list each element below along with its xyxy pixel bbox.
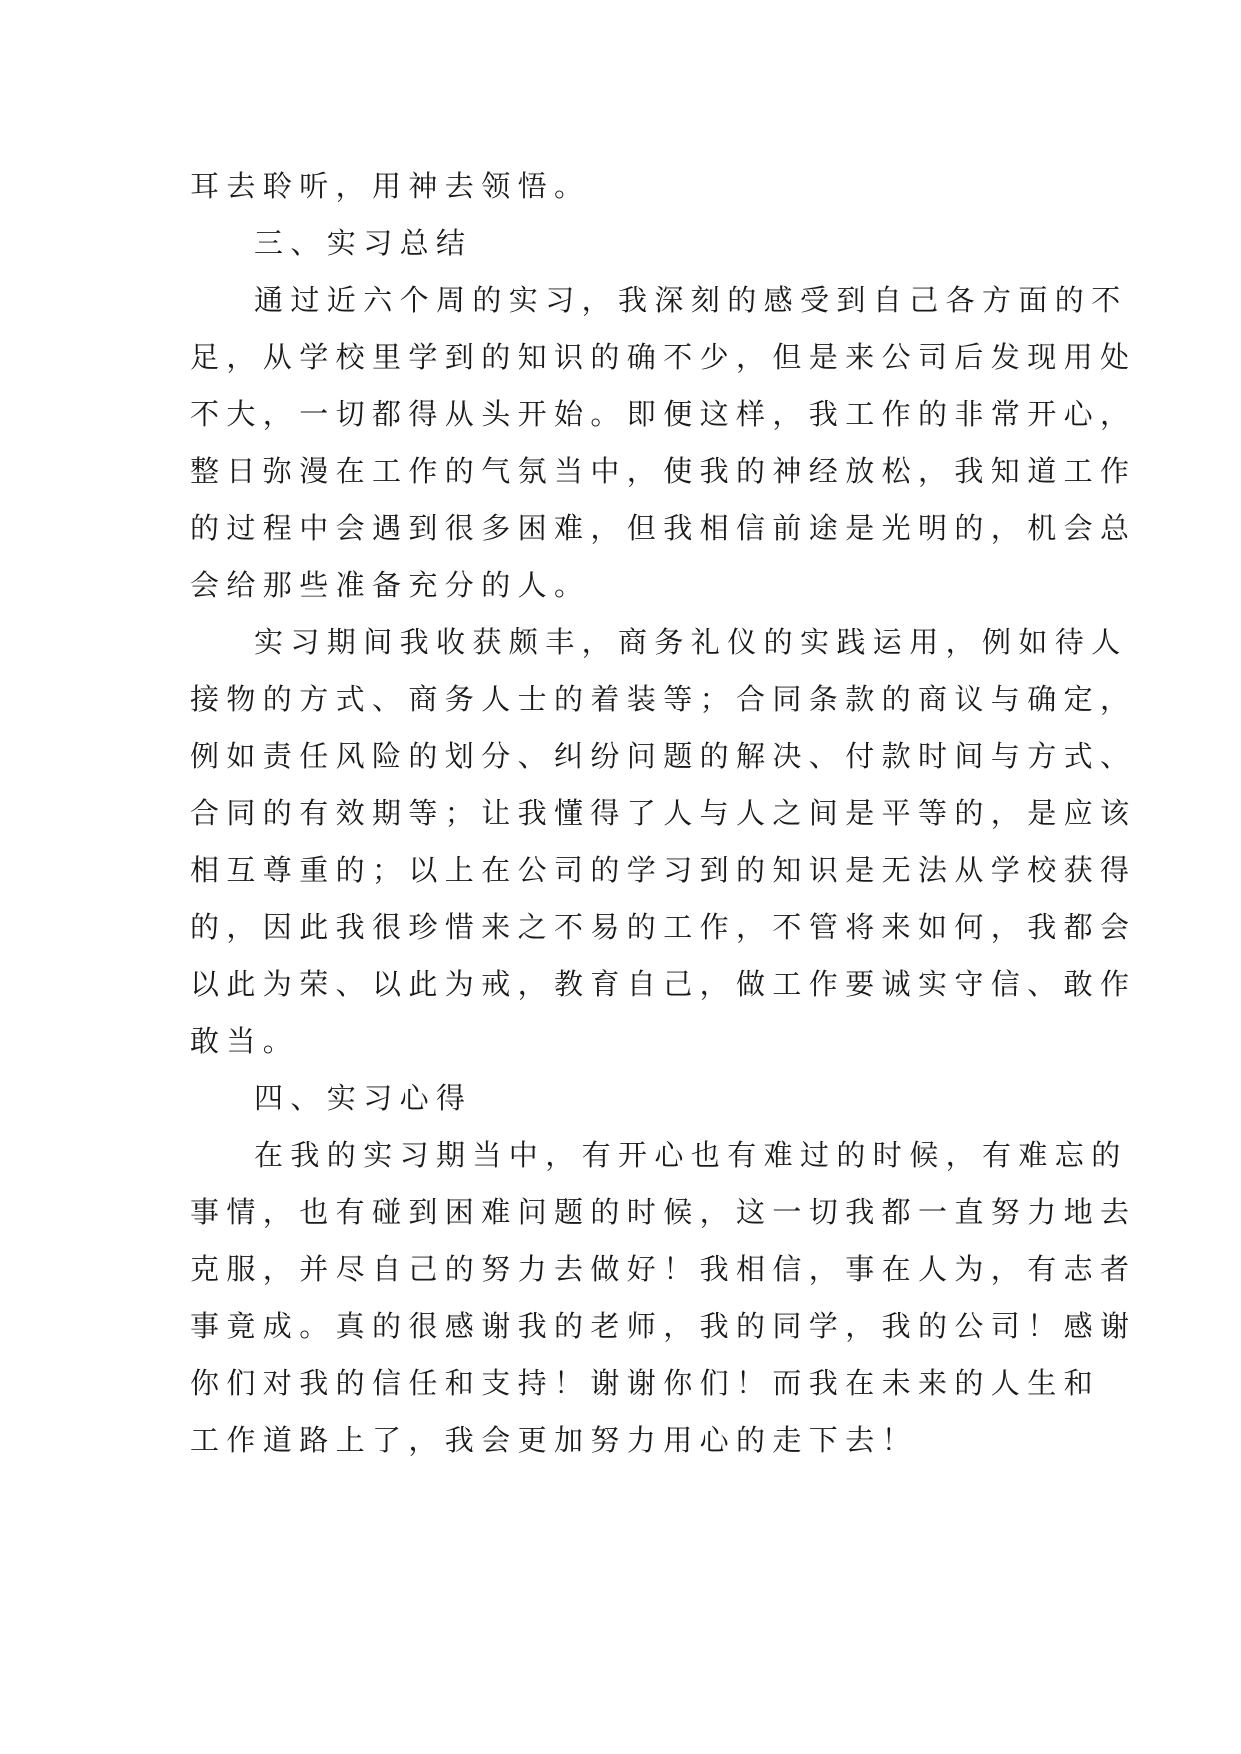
text-line: 敢当。 — [190, 1024, 300, 1058]
text-line: 在我的实习期当中，有开心也有难过的时候，有难忘的 — [254, 1138, 1128, 1172]
text-line: 耳去聆听，用神去领悟。 — [190, 169, 591, 203]
text-line: 的，因此我很珍惜来之不易的工作，不管将来如何，我都会 — [190, 910, 1137, 944]
text-line: 足，从学校里学到的知识的确不少，但是来公司后发现用处 — [190, 340, 1137, 374]
text-line: 例如责任风险的划分、纠纷问题的解决、付款时间与方式、 — [190, 739, 1137, 773]
text-line: 整日弥漫在工作的气氛当中，使我的神经放松，我知道工作 — [190, 454, 1137, 488]
text-line: 工作道路上了，我会更加努力用心的走下去！ — [190, 1423, 919, 1457]
text-line: 你们对我的信任和支持！谢谢你们！而我在未来的人生和 — [190, 1366, 1101, 1400]
text-line: 相互尊重的；以上在公司的学习到的知识是无法从学校获得 — [190, 853, 1137, 887]
text-line: 三、实习总结 — [254, 226, 473, 260]
text-line: 的过程中会遇到很多困难，但我相信前途是光明的，机会总 — [190, 511, 1137, 545]
text-line: 克服，并尽自己的努力去做好！我相信，事在人为，有志者 — [190, 1252, 1137, 1286]
text-line: 通过近六个周的实习，我深刻的感受到自己各方面的不 — [254, 283, 1128, 317]
text-line: 会给那些准备充分的人。 — [190, 568, 591, 602]
text-line: 四、实习心得 — [254, 1081, 473, 1115]
document-body — [190, 158, 1137, 1469]
text-line: 以此为荣、以此为戒，教育自己，做工作要诚实守信、敢作 — [190, 967, 1137, 1001]
text-line: 合同的有效期等；让我懂得了人与人之间是平等的，是应该 — [190, 796, 1137, 830]
text-line: 事情，也有碰到困难问题的时候，这一切我都一直努力地去 — [190, 1195, 1137, 1229]
text-line: 实习期间我收获颇丰，商务礼仪的实践运用，例如待人 — [254, 625, 1128, 659]
text-line: 接物的方式、商务人士的着装等；合同条款的商议与确定， — [190, 682, 1137, 716]
text-line: 事竟成。真的很感谢我的老师，我的同学，我的公司！感谢 — [190, 1309, 1137, 1343]
text-line: 不大，一切都得从头开始。即便这样，我工作的非常开心， — [190, 397, 1137, 431]
